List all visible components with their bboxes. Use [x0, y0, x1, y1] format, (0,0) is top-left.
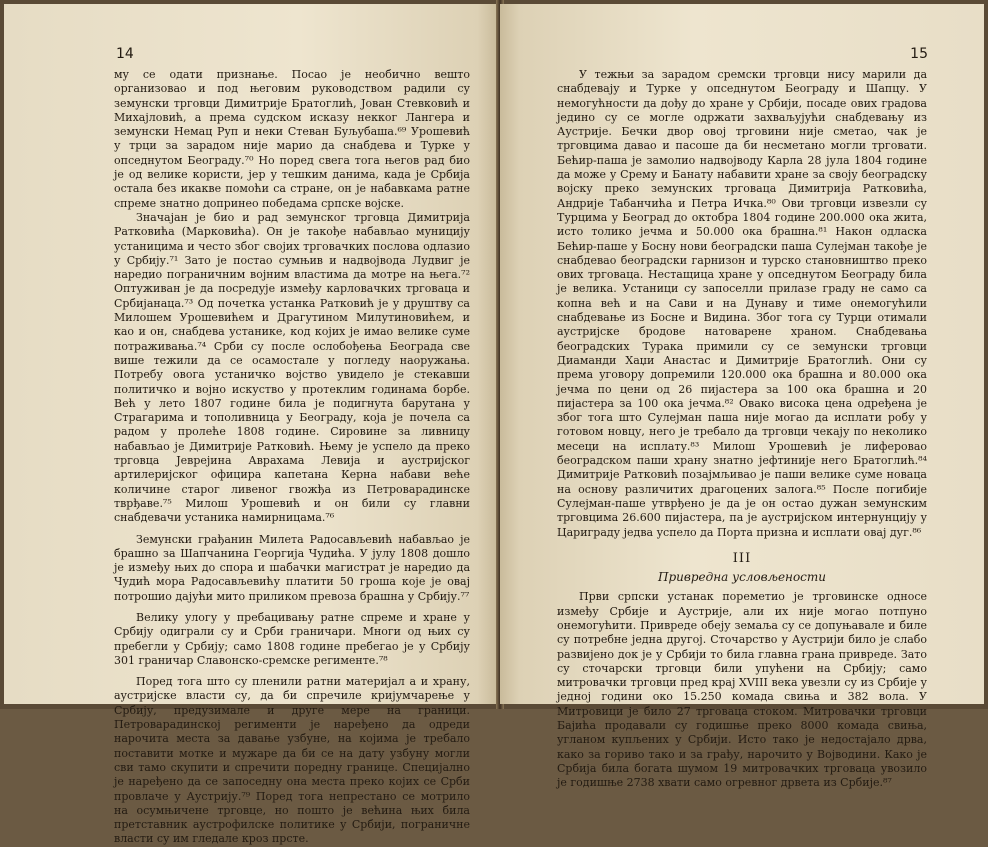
section-title: Привредна условљености: [657, 570, 827, 585]
paragraph: му се одати признање. Посао је необично вешто организовао и под његовим руководством радили су земунски трговци Димитрије Братоглић, Јован Стевковић и Михајловић, а према судском исказу некког Лангера и земунски Немац Руп и неки Стеван Буљубаша.⁶⁹ Урошевић у трци за зарадом није марио да снабдева и Турке у опседнутом Београду.⁷⁰ Но поред свега тога његов рад био је од велике користи, јер у тешким данима, када је Србија остала без икакве помоћи са стране, он је набавкама ратне спреме знатно допринео победама српске војске.: [114, 68, 470, 210]
left-page-text: [114, 68, 470, 847]
paragraph: Поред тога што су пленили ратни материјал а и храну, аустријске власти су, да би спречиле кријумчарење у Србију, предузимале и друге мере на граници. Петроварадинској регименти је наређено да одреди нарочита места за давање узбуне, на којима је требало поставити мотке и мужаре да би се на дату узбуну могли сви тамо скупити и спречити поредну границе. Специјално је наређено да се запоседну она места преко којих се Срби провлаче у Аустрију.⁷⁹ Поред тога непрестано се мотрило на осумњичене трговце, но пошто је већина њих била претставник аустрофилске политике у Србији, пограничне власти су им гледале кроз прсте.: [114, 675, 470, 846]
section-number: III: [732, 550, 752, 566]
page-number: 15: [910, 46, 928, 62]
paragraph: Значајан је био и рад земунског трговца Димитрија Ратковића (Марковића). Он је такође набављао муницију устаницима и често због својих трговачких послова одлазио у Србију.⁷¹ Зато је постао сумњив и надвојвода Лудвиг је наредио пограничним војним властима да мотре на њега.⁷² Оптуживан је да посредује између карловачких трговаца и Србијанаца.⁷³ Од почетка устанка Ратковић је у друштву са Милошем Урошевићем и Драгутином Милутиновићем, и као и он, снабдева устанике, код којих је имао велике суме потраживања.⁷⁴ Срби су после ослобођења Београда све више тежили да се осамосталe у погледу наоружања. Потребу овога устаничко војство увидело је стекавши политичко и војно искуство у протеклим годинама борбе. Већ у лето 1807 године била је подигнута барутана у Страгарима и тополивница у Београду, која је почела са радом у пролеће 1808 године. Сировине за ливницу набављао је Димитрије Ратковић. Њему је успело да преко трговца Јеврејина Аврахама Левија и аустријског артилеријског официра капетана Керна набави веће количине старог ливеног гвожђа из Петроварадинске тврђаве.⁷⁵ Милош Урошевић и он били су главни снабдевачи устаника намирницама.⁷⁶: [114, 210, 470, 525]
right-page-text: [557, 68, 927, 791]
paragraph: Велику улогу у пребацивању ратне спреме и хране у Србију одиграли су и Срби граничари. Многи од њих су пребегли у Србију; само 1808 године пребегао је у Србију 301 граничар Славонско-сремске регименте.⁷⁸: [114, 610, 470, 667]
paragraph: Први српски устанак пореметио је трговинске односе између Србије и Аустрије, али их није могао потпуно онемогућити. Привреде обеју земаља су се допуњавале и биле су потребне једна другој. Сточарство у Аустрији било је слабо развијено док је у Србији то била главна грана привреде. Зато су сточарски трговци били упућени на Србију; само митровачки трговци пред крај XVIII века увезли су из Србије у једној години око 15.250 комада свиња и 382 вола. У Митровици је било 27 трговаца стоком. Митровачки трговци Бајића продавали су годишње преко 8000 комада свиња, угланом купљених у Србији. Исто тако је недостајало дрва, како за гориво тако и за грађу, нарочито у Војводини. Како је Србија била богата шумом 19 митровачких трговаца увозило је годишње 2738 хвати само огревног дрвета из Србије.⁸⁷: [557, 590, 927, 790]
paragraph: У тежњи за зарадом сремски трговци нису марили да снабдевају и Турке у опседнутом Београду и Шапцу. У немогућности да дођу до хране у Србији, посаде ових градова једино су се могле одржати захваљујући снабдевању из Аустрије. Бечки двор овој трговини није сметао, чак је трговцима давао и пасоше да би несметано могли трговати. Бећир-паша је замолио надвојводу Карла 28 јула 1804 године да може у Срему и Банату набавити хране за своју београдску војску преко земунских трговаца Димитрија Ратковића, Андрије Табанчића и Петра Ичка.⁸⁰ Ови трговци извезли су Турцима у Београд до октобра 1804 године 200.000 ока жита, исто толико јечма и 50.000 ока брашна.⁸¹ Након одласка Бећир-паше у Босну нови београдски паша Сулејман такође је снабдевао београдски гарнизон и турско становништво преко ових трговаца. Нестащица хране у опседнутом Београду била је велика. Устаници су запоселли прилазе граду не само са копна већ и на Сави и на Дунаву и тиме онемогућили снабдевање из Босне и Видина. Због тога су Турци отимали аустријске бродове натоварене храном. Снабдевања београдских Турака примили су се земунски трговци Диаманди Хаџи Анастас и Димитрије Братоглић. Они су према уговору допремили 120.000 ока брашна и 80.000 ока јечма по цени од 26 пијастера за 100 ока брашна и 20 пијастера за 100 ока јечма.⁸² Овако висока цена одређена је због тога што Сулејман паша није могао да исплати робу у готовом новцу, него је требало да трговци чекају по неколико месеци на исплату.⁸³ Милош Урошевић је лиферовао београдском паши храну знатно јефтиније него Братоглић.⁸⁴ Димитрије Ратковић позајмљивао је паши велике суме новаца на основу различитих драгоцених залога.⁸⁵ После погибије Сулејман-паше утврђено је да је он остао дужан земунским трговцима 26.600 пијастера, па је аустријском интернунцију у Цариграду једва успело да Порта призна и исплати овај дуг.⁸⁶: [557, 68, 927, 539]
page-number: 14: [116, 46, 134, 62]
left-page: [4, 4, 498, 846]
paragraph: Земунски грађанин Милета Радосављевић набављао је брашно за Шапчанина Георгија Чудића. У јулу 1808 дошло је између њих до спора и шабачки магистрат је наредио да Чудић мора Радосављевићу платити 50 гроша које је овај потрошио дајући мито приликом превоза брашна у Србију.⁷⁷: [114, 532, 470, 603]
right-page: [500, 4, 984, 790]
